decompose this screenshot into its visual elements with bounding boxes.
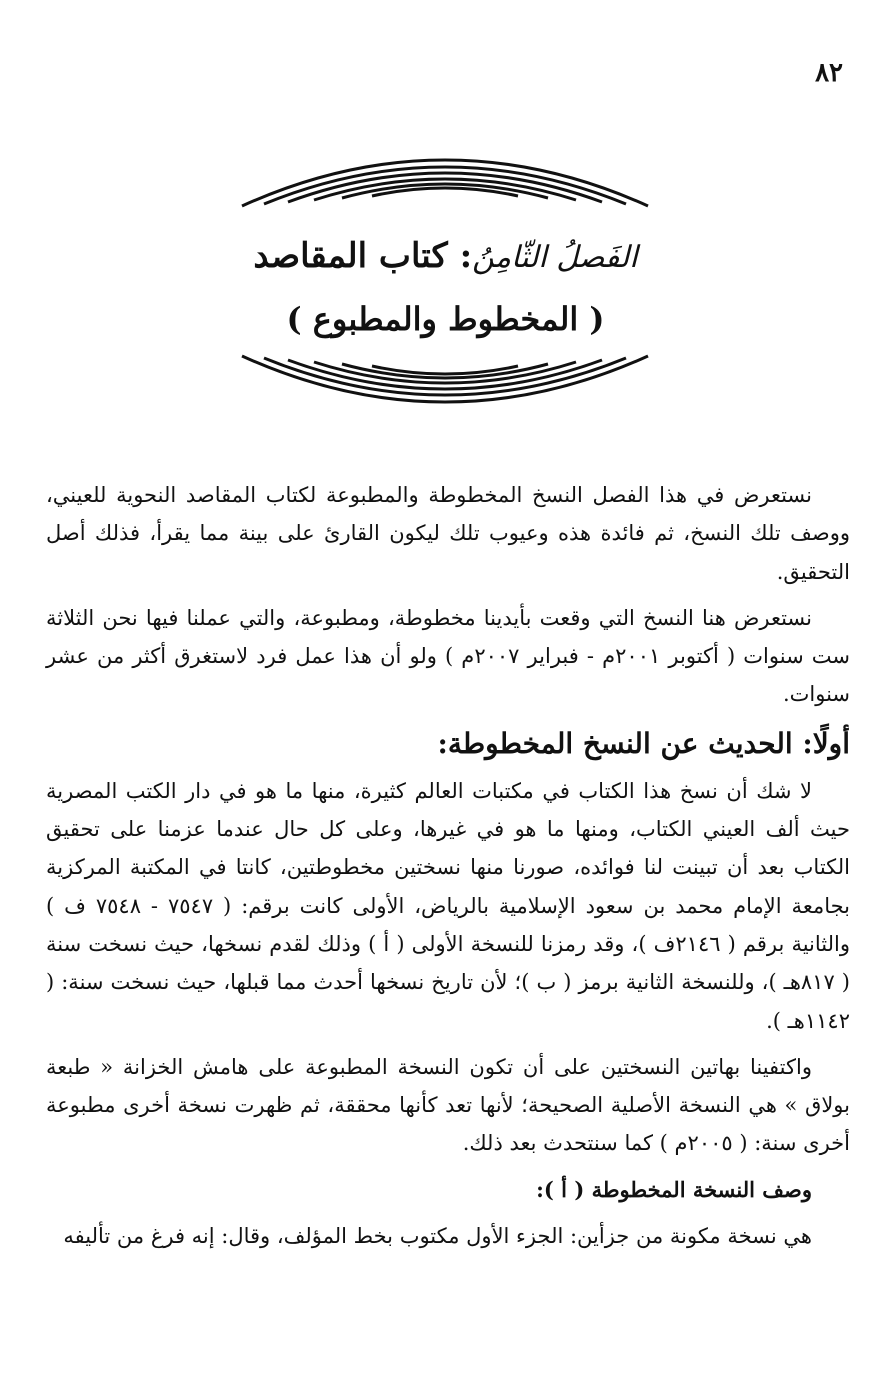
chapter-colon: :	[447, 236, 473, 276]
body-text	[46, 476, 850, 1263]
chapter-subtitle: ( المخطوط والمطبوع )	[286, 300, 605, 338]
chapter-name: كتاب المقاصد	[253, 236, 448, 276]
section-heading: أولًا: الحديث عن النسخ المخطوطة:	[437, 726, 850, 760]
intro-paragraph-2: نستعرض هنا النسخ التي وقعت بأيدينا مخطوطة، ومطبوعة، والتي عملنا فيها نحن الثلاثة ست سنوات ( أكتوبر ٢٠٠١م - فبراير ٢٠٠٧م ) ولو أن هذا عمل فرد لاستغرق أكثر من عشر سنوات.	[46, 605, 850, 707]
chapter-label: الفَصلُ الثّامِنُ	[472, 240, 638, 275]
section-paragraph-1: لا شك أن نسخ هذا الكتاب في مكتبات العالم كثيرة، منها ما هو في دار الكتب المصرية حيث ألف العيني الكتاب، ومنها ما هو في غيرها، وعلى كل حال عندما عزمنا على تحقيق الكتاب بعد أن تبينت لنا فوائده، صورنا منها نسختين مخطوطتين، كانتا في المكتبة المركزية بجامعة الإمام محمد بن سعود الإسلامية بالرياض، الأولى كانت برقم: ( ٧٥٤٧ - ٧٥٤٨ ف ) والثانية برقم ( ٢١٤٦ف )، وقد رمزنا للنسخة الأولى ( أ ) وذلك لقدم نسخها، حيث نسخت سنة ( ٨١٧هـ )، وللنسخة الثانية برمز ( ب )؛ لأن تاريخ نسخها أحدث مما قبلها، حيث نسخت سنة: ( ١١٤٢هـ ).	[46, 778, 851, 1033]
bottom-ornament	[240, 352, 650, 422]
page-number: ٨٢	[815, 58, 843, 88]
manuscript-subheading: وصف النسخة المخطوطة ( أ ):	[536, 1176, 812, 1202]
section-paragraph-2: واكتفينا بهاتين النسختين على أن تكون النسخة المطبوعة على هامش الخزانة « طبعة بولاق » هي النسخة الأصلية الصحيحة؛ لأنها تعد كأنها محققة، ثم ظهرت نسخة أخرى مطبوعة أخرى سنة: ( ٢٠٠٥م ) كما سنتحدث بعد ذلك.	[46, 1054, 850, 1156]
top-ornament	[240, 140, 650, 210]
intro-paragraph-1: نستعرض في هذا الفصل النسخ المخطوطة والمطبوعة لكتاب المقاصد النحوية للعيني، ووصف تلك النسخ، ثم فائدة هذه وعيوب تلك ليكون القارئ على بينة مما يقرأ، فذلك أصل التحقيق.	[46, 483, 850, 584]
final-paragraph: هي نسخة مكونة من جزأين: الجزء الأول مكتوب بخط المؤلف، وقال: إنه فرغ من تأليفه	[63, 1223, 812, 1248]
chapter-title	[0, 232, 891, 282]
